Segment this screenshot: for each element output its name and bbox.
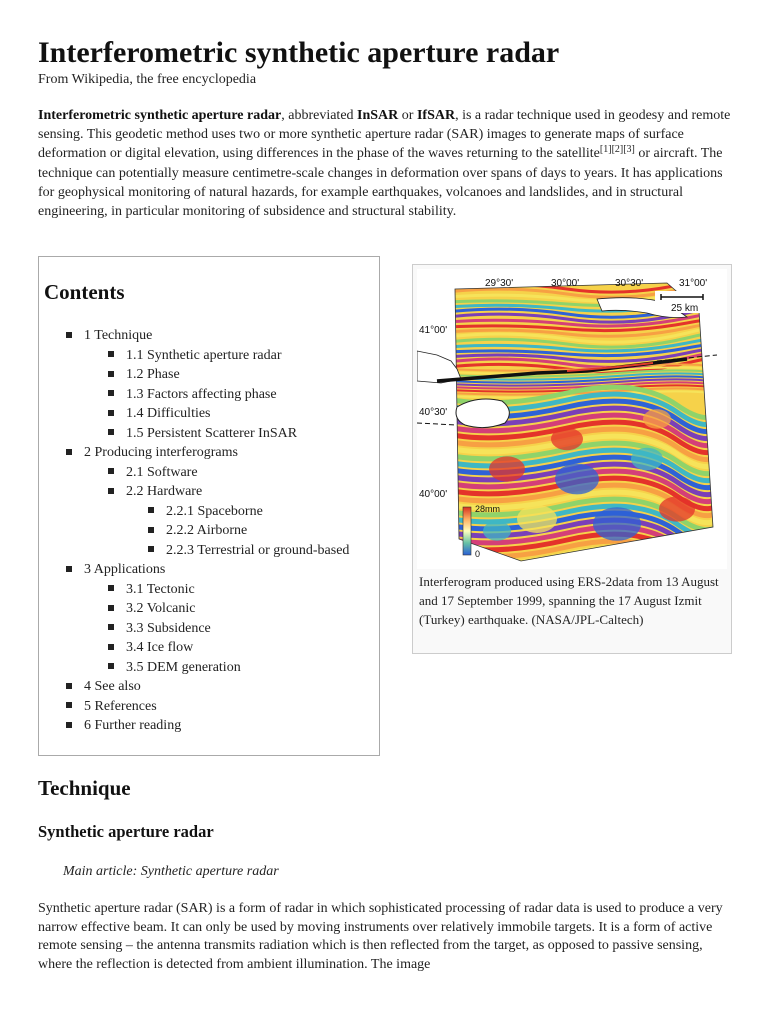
toc-item-label: 2.2.3 Terrestrial or ground-based [166, 542, 350, 558]
toc-item[interactable] [108, 658, 241, 678]
toc-item[interactable] [148, 521, 247, 541]
bullet-icon [108, 644, 114, 650]
toc-item[interactable] [148, 502, 263, 522]
lon-label: 30°30' [615, 278, 644, 289]
toc-item[interactable] [66, 716, 181, 736]
toc-title: Contents [44, 280, 125, 304]
bullet-icon [66, 683, 72, 689]
scale-label: 25 km [671, 303, 699, 314]
toc-item-label: 1.3 Factors affecting phase [126, 386, 277, 402]
toc-item-label: 2.2.2 Airborne [166, 523, 248, 538]
toc-item[interactable] [108, 424, 297, 444]
bullet-icon [108, 624, 114, 630]
toc-item-label: 2.2.1 Spaceborne [166, 503, 263, 519]
intro-text-4: or aircraft. The technique can potentially measure centimetre-scale changes in deformation over spans of days to years. It has applications for geophysical monitoring of natural hazards, for example earthquakes, volcanoes and landslides, and in structural engineering, in particular monitoring of subsidence and structural stability. [38, 146, 723, 220]
toc-item-label: 3.2 Volcanic [126, 601, 196, 616]
figure-caption: Interferogram produced using ERS-2data from 13 August and 17 September 1999, spanning the 17 August Izmit (Turkey) earthquake. (NASA/JPL-Caltech) [419, 574, 719, 627]
toc-item[interactable] [66, 677, 141, 697]
lat-label: 40°00' [419, 489, 448, 500]
bullet-icon [66, 702, 72, 708]
intro-text-3: , is a radar technique used in geodesy and remote sensing. This geodetic method uses two or more synthetic aperture radar (SAR) images to generate maps of surface deformation or digital elevation, using differences in the phase of the waves returning to the satellite [38, 108, 731, 162]
toc-item-label: 1.1 Synthetic aperture radar [126, 347, 282, 363]
bullet-icon [66, 449, 72, 455]
lat-label: 41°00' [419, 325, 448, 336]
toc-item[interactable] [66, 443, 238, 463]
bullet-icon [108, 410, 114, 416]
toc-item[interactable] [66, 326, 152, 346]
toc-item[interactable] [108, 365, 180, 385]
toc-item[interactable] [66, 560, 165, 580]
toc-item[interactable] [108, 599, 195, 619]
toc-item[interactable] [108, 385, 277, 405]
bullet-icon [108, 605, 114, 611]
toc-item-label: 5 References [84, 698, 157, 714]
interferogram-image[interactable] [417, 269, 727, 569]
toc-item-label: 1 Technique [84, 328, 153, 343]
lake-sapanca [456, 399, 509, 428]
toc-item-label: 3.5 DEM generation [126, 659, 241, 675]
toc-item[interactable] [108, 580, 195, 600]
lon-label: 30°00' [551, 278, 580, 289]
bullet-icon [148, 546, 154, 552]
toc-item-label: 1.5 Persistent Scatterer InSAR [126, 425, 298, 441]
toc-item-label: 3.4 Ice flow [126, 640, 194, 655]
bullet-icon [66, 332, 72, 338]
intro-term: Interferometric synthetic aperture radar [38, 108, 282, 123]
intro-text-2: or [398, 108, 417, 123]
toc-item-label: 2 Producing interferograms [84, 445, 238, 460]
colorbar-max-label: 28mm [475, 504, 501, 514]
toc-item-label: 1.2 Phase [126, 367, 180, 382]
main-article-hatnote[interactable]: Main article: Synthetic aperture radar [63, 864, 279, 879]
bullet-icon [108, 585, 114, 591]
tagline: From Wikipedia, the free encyclopedia [38, 72, 257, 87]
toc-item-label: 3.3 Subsidence [126, 620, 211, 636]
toc-item[interactable] [108, 463, 198, 483]
toc-item-label: 2.2 Hardware [126, 484, 203, 499]
toc-item-label: 6 Further reading [84, 718, 182, 733]
toc-item-label: 2.1 Software [126, 464, 198, 480]
toc-item[interactable] [108, 482, 202, 502]
bullet-icon [66, 566, 72, 572]
toc-item[interactable] [148, 541, 349, 561]
section-heading-technique: Technique [38, 776, 131, 800]
abbr-ifsar: IfSAR [416, 108, 456, 123]
bullet-icon [148, 527, 154, 533]
bullet-icon [108, 351, 114, 357]
toc-item[interactable] [108, 346, 282, 366]
abbr-insar: InSAR [357, 108, 399, 123]
bullet-icon [108, 429, 114, 435]
toc-item[interactable] [108, 619, 211, 639]
scale-bar [655, 291, 707, 314]
toc-item[interactable] [108, 638, 193, 658]
bullet-icon [108, 468, 114, 474]
toc-item-label: 1.4 Difficulties [126, 406, 211, 421]
toc-item-label: 4 See also [84, 679, 141, 694]
lat-label: 40°30' [419, 407, 448, 418]
bullet-icon [108, 488, 114, 494]
toc-item[interactable] [108, 404, 211, 424]
lon-label: 29°30' [485, 278, 514, 289]
colorbar-min-label: 0 [475, 549, 481, 559]
reference-links[interactable]: [1][2][3] [599, 144, 635, 156]
lon-label: 31°00' [679, 278, 708, 289]
subsection-heading-sar: Synthetic aperture radar [38, 822, 214, 841]
toc-item-label: 3 Applications [84, 562, 166, 577]
interferogram-map [417, 269, 727, 569]
bullet-icon [66, 722, 72, 728]
fault-extension-west [417, 423, 457, 425]
bullet-icon [108, 390, 114, 396]
figure-box [412, 264, 732, 654]
toc-item-label: 3.1 Tectonic [126, 581, 195, 597]
intro-paragraph [38, 106, 734, 221]
sar-paragraph: Synthetic aperture radar (SAR) is a form of radar in which sophisticated processing of radar data is used to produce a very narrow effective beam. It can only be used by moving instruments over relatively immobile targets. It is a form of active remote sensing – the antenna transmits radiation which is then reflected from the target, as opposed to passive sensing, where the reflection is detected from ambient illumination. The image [38, 901, 723, 972]
intro-text-1: , abbreviated [281, 108, 358, 123]
toc-item[interactable] [66, 697, 157, 717]
bullet-icon [108, 371, 114, 377]
page-title: Interferometric synthetic aperture radar [38, 36, 560, 69]
bullet-icon [148, 507, 154, 513]
bullet-icon [108, 663, 114, 669]
